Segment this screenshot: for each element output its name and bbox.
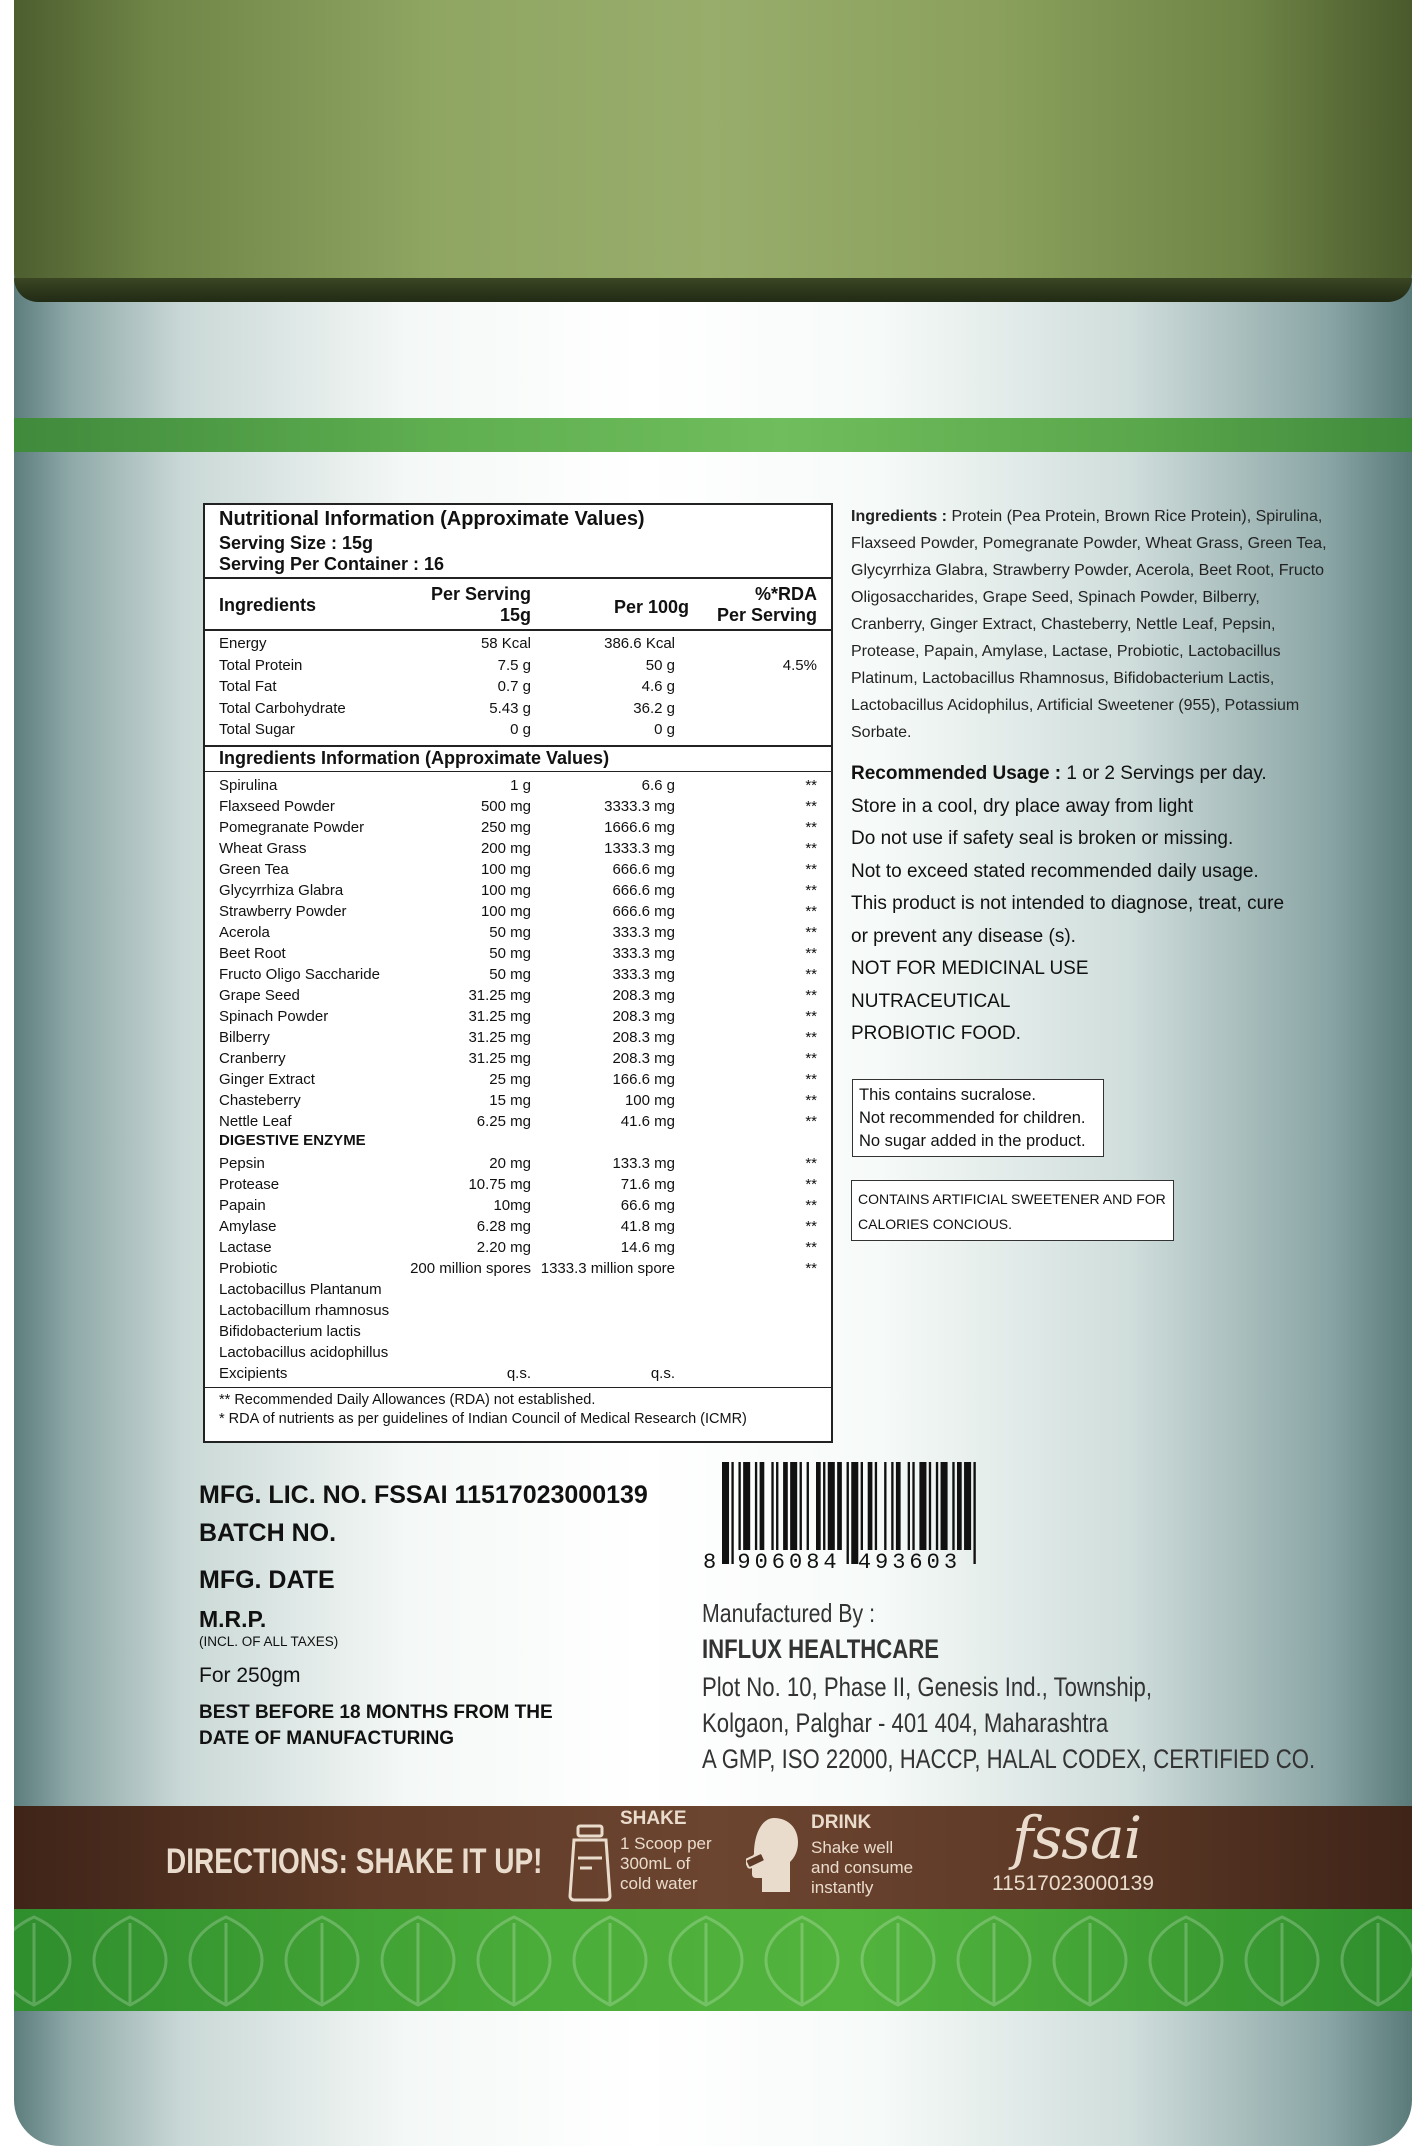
table-row (219, 859, 817, 880)
nutrition-table (203, 503, 833, 1443)
leaf-shape (1150, 1917, 1222, 2005)
cell-name: Fructo Oligo Saccharide (219, 966, 380, 983)
usage-line: Store in a cool, dry place away from light (851, 795, 1194, 817)
cell-rda: ** (805, 1176, 817, 1193)
cell-name: Amylase (219, 1218, 277, 1235)
cell-per100: 41.6 mg (620, 1113, 675, 1130)
usage-line: NUTRACEUTICAL (851, 990, 1011, 1012)
ingredients-list: Protein (Pea Protein, Brown Rice Protein), Spirulina, Flaxseed Powder, Pomegranate Powder, Wheat Grass, Green Tea, Glycyrrhiza Glabra, Strawberry Powder, Acerola, Beet Root, Fructo Oligosaccharides, Grape Seed, Spinach Powder, Bilberry, Cranberry, Ginger Extract, Chasteberry, Nettle Leaf, Pepsin, Protease, Papain, Amylase, Lactase, Probiotic, Lactobacillus Platinum, Lactobacillus Rhamnosus, Bifidobacterium Lactis, Lactobacillus Acidophilus, Artificial Sweetener (955), Potassium Sorbate. (851, 508, 1327, 741)
barcode-bar (941, 1462, 948, 1550)
sweetener-line: CONTAINS ARTIFICIAL SWEETENER AND FOR (858, 1191, 1166, 1207)
cell-per100: 0 g (654, 721, 675, 738)
usage-line: PROBIOTIC FOOD. (851, 1023, 1021, 1044)
cell-serving: 200 million spores (410, 1260, 531, 1277)
table-row (219, 676, 817, 697)
cell-per100: 66.6 mg (620, 1197, 675, 1214)
cell-name: Lactobacillus Plantanum (219, 1281, 382, 1298)
cell-rda: ** (805, 1239, 817, 1256)
table-row (219, 1069, 817, 1090)
table-row (219, 901, 817, 922)
barcode-bar (919, 1462, 926, 1550)
table-row (219, 633, 817, 654)
cell-serving: 0.7 g (497, 678, 531, 695)
cell-per100: 3333.3 mg (604, 798, 675, 815)
cell-rda: ** (805, 1197, 817, 1214)
table-row (219, 1321, 817, 1342)
cell-serving: 31.25 mg (468, 1029, 531, 1046)
table-row (219, 1153, 817, 1174)
leaf-shape (14, 1917, 70, 2005)
table-row (219, 1363, 817, 1384)
footnote-rda: ** Recommended Daily Allowances (RDA) not established. (219, 1392, 596, 1408)
cell-per100: 386.6 Kcal (604, 635, 675, 652)
cell-name: Bifidobacterium lactis (219, 1323, 361, 1340)
barcode-bar (884, 1462, 886, 1550)
table-row (219, 922, 817, 943)
leaf-shape (382, 1917, 454, 2005)
cell-rda: ** (805, 1092, 817, 1109)
cell-name: Total Sugar (219, 721, 295, 738)
cell-name: Energy (219, 635, 267, 652)
shake-line: cold water (620, 1874, 698, 1893)
barcode-digits: 8 906084 493603 (703, 1550, 962, 1575)
barcode-bar (800, 1462, 802, 1550)
cell-rda: ** (805, 777, 817, 794)
cell-name: Beet Root (219, 945, 286, 962)
cell-rda: ** (805, 903, 817, 920)
cell-name: Total Carbohydrate (219, 699, 346, 717)
jar-lid-rim (14, 278, 1412, 302)
barcode-bar (912, 1462, 914, 1550)
barcode-bar (771, 1462, 773, 1550)
cell-name: Total Protein (219, 656, 303, 674)
footnote-icmr: * RDA of nutrients as per guidelines of Indian Council of Medical Research (ICMR) (219, 1411, 747, 1427)
drinking-person-icon (746, 1812, 804, 1896)
cell-serving: 25 mg (489, 1071, 531, 1088)
cell-per100: 333.3 mg (612, 945, 675, 962)
table-row (219, 796, 817, 817)
shake-line: 1 Scoop per (620, 1834, 712, 1853)
cell-name: Probiotic (219, 1260, 278, 1277)
cell-serving: 50 mg (489, 966, 531, 983)
table-row (219, 1342, 817, 1363)
shake-title: SHAKE (620, 1808, 687, 1829)
cell-rda: ** (805, 924, 817, 941)
cell-per100: 666.6 mg (612, 882, 675, 899)
table-row (219, 1090, 817, 1111)
mfg-license: MFG. LIC. NO. FSSAI 11517023000139 (199, 1481, 648, 1509)
cell-rda: ** (805, 1050, 817, 1067)
cell-name: Wheat Grass (219, 840, 307, 857)
pack-size: For 250gm (199, 1664, 301, 1687)
cell-name: Spirulina (219, 777, 278, 794)
table-row (219, 1006, 817, 1027)
jar-lid (14, 0, 1412, 300)
barcode-bar (952, 1462, 954, 1550)
cell-per100: 71.6 mg (620, 1176, 675, 1193)
cell-per100: 1666.6 mg (604, 819, 675, 836)
drink-title: DRINK (811, 1812, 872, 1833)
batch-no: BATCH NO. (199, 1519, 337, 1547)
barcode-bar (896, 1462, 901, 1550)
table-row (219, 1195, 817, 1216)
cell-name: Flaxseed Powder (219, 798, 335, 815)
cell-name: Total Fat (219, 678, 277, 695)
barcode-bar (908, 1462, 910, 1550)
serving-size: Serving Size : 15g (219, 533, 374, 553)
manufacturer-name: INFLUX HEALTHCARE (702, 1634, 939, 1664)
cell-rda: ** (805, 966, 817, 983)
table-row (219, 775, 817, 796)
cell-name: Nettle Leaf (219, 1113, 292, 1130)
cell-per100: 208.3 mg (612, 1008, 675, 1025)
leaf-shape (862, 1917, 934, 2005)
cell-serving: 58 Kcal (480, 635, 531, 652)
cell-per100: 208.3 mg (612, 1029, 675, 1046)
cell-name: Cranberry (219, 1050, 286, 1067)
cell-serving: 15 mg (489, 1092, 531, 1109)
cell-name: Pomegranate Powder (219, 819, 365, 836)
sweetener-line: CALORIES CONCIOUS. (858, 1216, 1013, 1232)
barcode-bar (837, 1462, 842, 1550)
warning-line: No sugar added in the product. (859, 1132, 1086, 1150)
incl-taxes: (INCL. OF ALL TAXES) (199, 1634, 339, 1649)
drink-instructions (811, 1838, 913, 1898)
col-ingredients: Ingredients (219, 595, 317, 615)
cell-rda: ** (805, 882, 817, 899)
usage-line: Do not use if safety seal is broken or missing. (851, 828, 1234, 849)
cell-serving: 0 g (510, 721, 531, 738)
leaf-shape (766, 1917, 838, 2005)
cell-per100: 666.6 mg (612, 861, 675, 878)
table-row (219, 838, 817, 859)
cell-rda: ** (805, 819, 817, 836)
leaf-shape (574, 1917, 646, 2005)
cell-name: Strawberry Powder (219, 903, 347, 920)
cell-serving: 500 mg (480, 798, 531, 815)
barcode-bar (743, 1462, 750, 1550)
nutrition-title: Nutritional Information (Approximate Values) (219, 508, 645, 530)
cell-serving: 31.25 mg (468, 987, 531, 1004)
best-before-line1: BEST BEFORE 18 MONTHS FROM THE (199, 1702, 553, 1723)
cell-per100: 208.3 mg (612, 1050, 675, 1067)
cell-per100: 333.3 mg (612, 924, 675, 941)
cell-serving: 1 g (510, 777, 531, 794)
mfg-date: MFG. DATE (199, 1566, 335, 1594)
cell-per100: 50 g (645, 656, 675, 674)
table-row (219, 1300, 817, 1321)
cell-name: Spinach Powder (219, 1008, 329, 1025)
cell-per100: 333.3 mg (612, 966, 675, 983)
fssai-logo: fssai (1012, 1804, 1142, 1872)
cell-per100: 41.8 mg (620, 1218, 675, 1235)
recommended-usage (851, 758, 1331, 1051)
barcode-bar (851, 1462, 858, 1564)
best-before-line2: DATE OF MANUFACTURING (199, 1728, 455, 1749)
col-per-serving: Per Serving (430, 584, 531, 604)
warning-line: This contains sucralose. (859, 1086, 1036, 1104)
barcode-bar (738, 1462, 740, 1550)
cell-serving: 50 mg (489, 945, 531, 962)
usage-value: 1 or 2 Servings per day. (1061, 763, 1267, 784)
col-per-serving-15g: 15g (499, 605, 531, 625)
cell-serving: 50 mg (489, 924, 531, 941)
cell-rda: ** (805, 1071, 817, 1088)
col-per-100g: Per 100g (613, 597, 689, 617)
cell-rda: ** (805, 1155, 817, 1172)
cell-name: Lactobacillum rhamnosus (219, 1302, 390, 1319)
usage-line: NOT FOR MEDICINAL USE (851, 958, 1089, 979)
cell-rda: ** (805, 1029, 817, 1046)
leaf-pattern (14, 1909, 1412, 2011)
cell-serving: 10.75 mg (468, 1176, 531, 1193)
cell-rda: ** (805, 1260, 817, 1277)
leaf-shape (1246, 1917, 1318, 2005)
ingredients-label: Ingredients : (851, 508, 948, 525)
table-row (219, 1216, 817, 1237)
shake-line: 300mL of (620, 1854, 691, 1873)
leaf-shape (670, 1917, 742, 2005)
cell-name: Lactase (219, 1239, 272, 1256)
shake-instructions (620, 1834, 712, 1894)
cell-name: Lactobacillus acidophillus (219, 1344, 389, 1361)
barcode-bar (755, 1462, 757, 1550)
table-row (219, 719, 817, 740)
usage-line: This product is not intended to diagnose, treat, cure (851, 893, 1285, 914)
cell-serving: 100 mg (480, 903, 531, 920)
cell-serving: 5.43 g (489, 699, 531, 717)
table-row (219, 1048, 817, 1069)
cell-rda: ** (805, 987, 817, 1004)
barcode-bar (875, 1462, 877, 1550)
certification: A GMP, ISO 22000, HACCP, HALAL CODEX, CERTIFIED CO. (702, 1744, 1316, 1774)
table-row (219, 817, 817, 838)
barcode-bar (936, 1462, 938, 1550)
manufactured-by-label: Manufactured By : (702, 1598, 876, 1628)
cell-name: Papain (219, 1197, 266, 1214)
cell-name: Excipients (219, 1365, 288, 1382)
barcode-bar (957, 1462, 962, 1550)
sweetener-box (851, 1180, 1174, 1241)
cell-serving: 7.5 g (497, 656, 531, 674)
barcode-bar (973, 1462, 975, 1564)
barcode-bar (776, 1462, 778, 1550)
cell-per100: 6.6 g (641, 777, 675, 794)
cell-name: Glycyrrhiza Glabra (219, 882, 344, 899)
cell-serving: 100 mg (480, 861, 531, 878)
manufacturer-address-2: Kolgaon, Palghar - 401 404, Maharashtra (702, 1708, 1109, 1738)
cell-per100: 4.6 g (641, 678, 675, 695)
barcode-bar (783, 1462, 788, 1550)
table-row (219, 698, 817, 719)
cell-serving: 200 mg (480, 840, 531, 857)
serving-per-container: Serving Per Container : 16 (219, 554, 445, 574)
cell-serving: 250 mg (480, 819, 531, 836)
leaf-shape (958, 1917, 1030, 2005)
cell-serving: 31.25 mg (468, 1050, 531, 1067)
barcode-bar (823, 1462, 825, 1550)
table-row (219, 964, 817, 985)
table-row (219, 985, 817, 1006)
cell-rda: ** (805, 840, 817, 857)
barcode-bar (861, 1462, 863, 1550)
cell-rda: ** (805, 798, 817, 815)
table-row (219, 1237, 817, 1258)
cell-serving: 20 mg (489, 1155, 531, 1172)
col-rda: %*RDA (754, 584, 817, 604)
cell-rda: 4.5% (782, 656, 817, 674)
table-row (219, 1279, 817, 1300)
cell-rda: ** (805, 1218, 817, 1235)
cell-per100: 36.2 g (633, 699, 675, 717)
table-row (219, 1258, 817, 1279)
barcode-bar (731, 1462, 733, 1564)
cell-rda: ** (805, 1113, 817, 1130)
leaf-shape (478, 1917, 550, 2005)
usage-line: or prevent any disease (s). (851, 925, 1076, 947)
drink-line: and consume (811, 1858, 914, 1877)
cell-name: Protease (219, 1176, 280, 1193)
cell-per100: 1333.3 mg (604, 840, 675, 857)
warning-line: Not recommended for children. (859, 1109, 1086, 1127)
barcode-bar (816, 1462, 821, 1550)
cell-per100: 208.3 mg (612, 987, 675, 1004)
directions-title: DIRECTIONS: SHAKE IT UP! (166, 1842, 543, 1881)
leaf-shape (94, 1917, 166, 2005)
shaker-bottle-icon (566, 1822, 618, 1902)
barcode-bar (760, 1462, 765, 1550)
leaf-shape (1342, 1917, 1412, 2005)
cell-name: Grape Seed (219, 987, 300, 1004)
cell-serving: q.s. (506, 1365, 531, 1382)
digestive-enzyme-title: DIGESTIVE ENZYME (219, 1132, 366, 1149)
cell-name: Chasteberry (219, 1092, 301, 1109)
sucralose-warning-box (852, 1079, 1104, 1157)
table-row (219, 1174, 817, 1195)
table-row (219, 1111, 817, 1132)
green-stripe (14, 418, 1412, 452)
barcode-bar (868, 1462, 873, 1550)
leaf-shape (1054, 1917, 1126, 2005)
cell-serving: 31.25 mg (468, 1008, 531, 1025)
cell-per100: 100 mg (624, 1092, 675, 1109)
cell-rda: ** (805, 861, 817, 878)
drink-line: Shake well (811, 1838, 894, 1857)
barcode-bar (722, 1462, 729, 1564)
cell-name: Green Tea (219, 861, 289, 878)
cell-serving: 6.25 mg (476, 1113, 531, 1130)
barcode-bar (790, 1462, 797, 1550)
cell-rda: ** (805, 945, 817, 962)
cell-name: Bilberry (219, 1029, 270, 1046)
cell-per100: 14.6 mg (620, 1239, 675, 1256)
mrp: M.R.P. (199, 1606, 267, 1632)
barcode-bar (828, 1462, 835, 1550)
table-row (219, 943, 817, 964)
usage-line: Not to exceed stated recommended daily usage. (851, 860, 1259, 882)
ingredients-info-title: Ingredients Information (Approximate Values) (219, 748, 610, 768)
cell-serving: 10mg (493, 1197, 531, 1214)
fssai-number: 11517023000139 (992, 1872, 1154, 1895)
ingredients-paragraph (851, 503, 1331, 746)
col-rda-per-serving: Per Serving (716, 605, 817, 625)
barcode-bar (807, 1462, 809, 1550)
barcode-bar (929, 1462, 931, 1550)
cell-serving: 6.28 mg (476, 1218, 531, 1235)
cell-per100: 166.6 mg (612, 1071, 675, 1088)
usage-label: Recommended Usage : (851, 763, 1062, 784)
leaf-shape (286, 1917, 358, 2005)
cell-name: Pepsin (219, 1155, 265, 1172)
cell-name: Ginger Extract (219, 1071, 315, 1088)
barcode-bar (964, 1462, 971, 1550)
cell-per100: 1333.3 million spore (540, 1260, 675, 1277)
barcode-bar (847, 1462, 849, 1564)
cell-serving: 100 mg (480, 882, 531, 899)
barcode-bar (891, 1462, 893, 1550)
table-row (219, 880, 817, 901)
cell-serving: 2.20 mg (476, 1239, 531, 1256)
cell-rda: ** (805, 1008, 817, 1025)
leaf-shape (190, 1917, 262, 2005)
cell-per100: q.s. (650, 1365, 675, 1382)
cell-name: Acerola (219, 924, 270, 941)
manufacturer-address-1: Plot No. 10, Phase II, Genesis Ind., Township, (702, 1672, 1153, 1702)
table-row (219, 655, 817, 676)
cell-per100: 666.6 mg (612, 903, 675, 920)
drink-line: instantly (811, 1878, 874, 1897)
cell-per100: 133.3 mg (612, 1155, 675, 1172)
table-row (219, 1027, 817, 1048)
